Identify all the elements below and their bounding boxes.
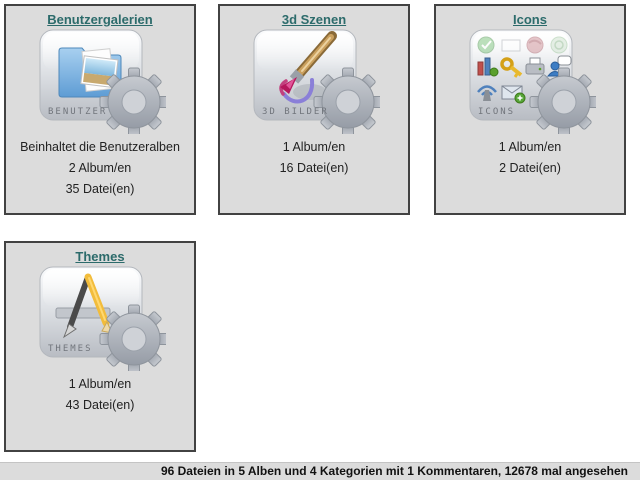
- category-link-benutzergalerien[interactable]: Benutzergalerien: [47, 12, 153, 27]
- gear-icon: [314, 68, 380, 134]
- category-stats: [6, 374, 194, 416]
- category-thumbnail-3d-bilder[interactable]: [248, 28, 380, 134]
- tile-label: THEMES: [48, 344, 93, 354]
- album-count: 1 Album/en: [498, 140, 562, 154]
- category-title: [6, 243, 194, 265]
- category-stats: [220, 137, 408, 179]
- tile-label: ICONS: [478, 107, 516, 117]
- category-box-3d-szenen: [218, 4, 410, 215]
- category-link-icons[interactable]: Icons: [513, 12, 547, 27]
- file-count: 2 Datei(en): [499, 161, 561, 175]
- file-count: 16 Datei(en): [279, 161, 349, 175]
- category-description: Beinhaltet die Benutzeralben: [20, 140, 180, 154]
- file-count: 43 Datei(en): [65, 398, 135, 412]
- window-icon: [502, 40, 520, 51]
- tile-label: BENUTZER: [48, 107, 108, 117]
- check-icon: [478, 37, 494, 53]
- category-title: [220, 6, 408, 28]
- category-stats: [6, 137, 194, 200]
- gear-icon: [100, 68, 166, 134]
- category-box-icons: [434, 4, 626, 215]
- album-count: 2 Album/en: [68, 161, 132, 175]
- statistics-text: 96 Dateien in 5 Alben und 4 Kategorien mit 1 Kommentaren, 12678 mal angesehen: [160, 464, 628, 478]
- category-title: [6, 6, 194, 28]
- category-thumbnail-benutzer[interactable]: [34, 28, 166, 134]
- category-title: [436, 6, 624, 28]
- gear-icon: [530, 68, 596, 134]
- category-stats: [436, 137, 624, 179]
- category-link-3d-szenen[interactable]: 3d Szenen: [281, 12, 347, 27]
- category-thumbnail-themes[interactable]: [34, 265, 166, 371]
- green-globe-icon: [551, 37, 567, 53]
- statistics-bar: [0, 462, 640, 480]
- category-link-themes[interactable]: Themes: [75, 249, 125, 264]
- red-globe-icon: [527, 37, 543, 53]
- category-box-benutzergalerien: [4, 4, 196, 215]
- album-count: 1 Album/en: [68, 377, 132, 391]
- album-count: 1 Album/en: [282, 140, 346, 154]
- tile-label: 3D BILDER: [262, 107, 329, 117]
- category-thumbnail-icons[interactable]: [464, 28, 596, 134]
- category-box-themes: [4, 241, 196, 452]
- gear-icon: [100, 305, 166, 371]
- file-count: 35 Datei(en): [65, 182, 135, 196]
